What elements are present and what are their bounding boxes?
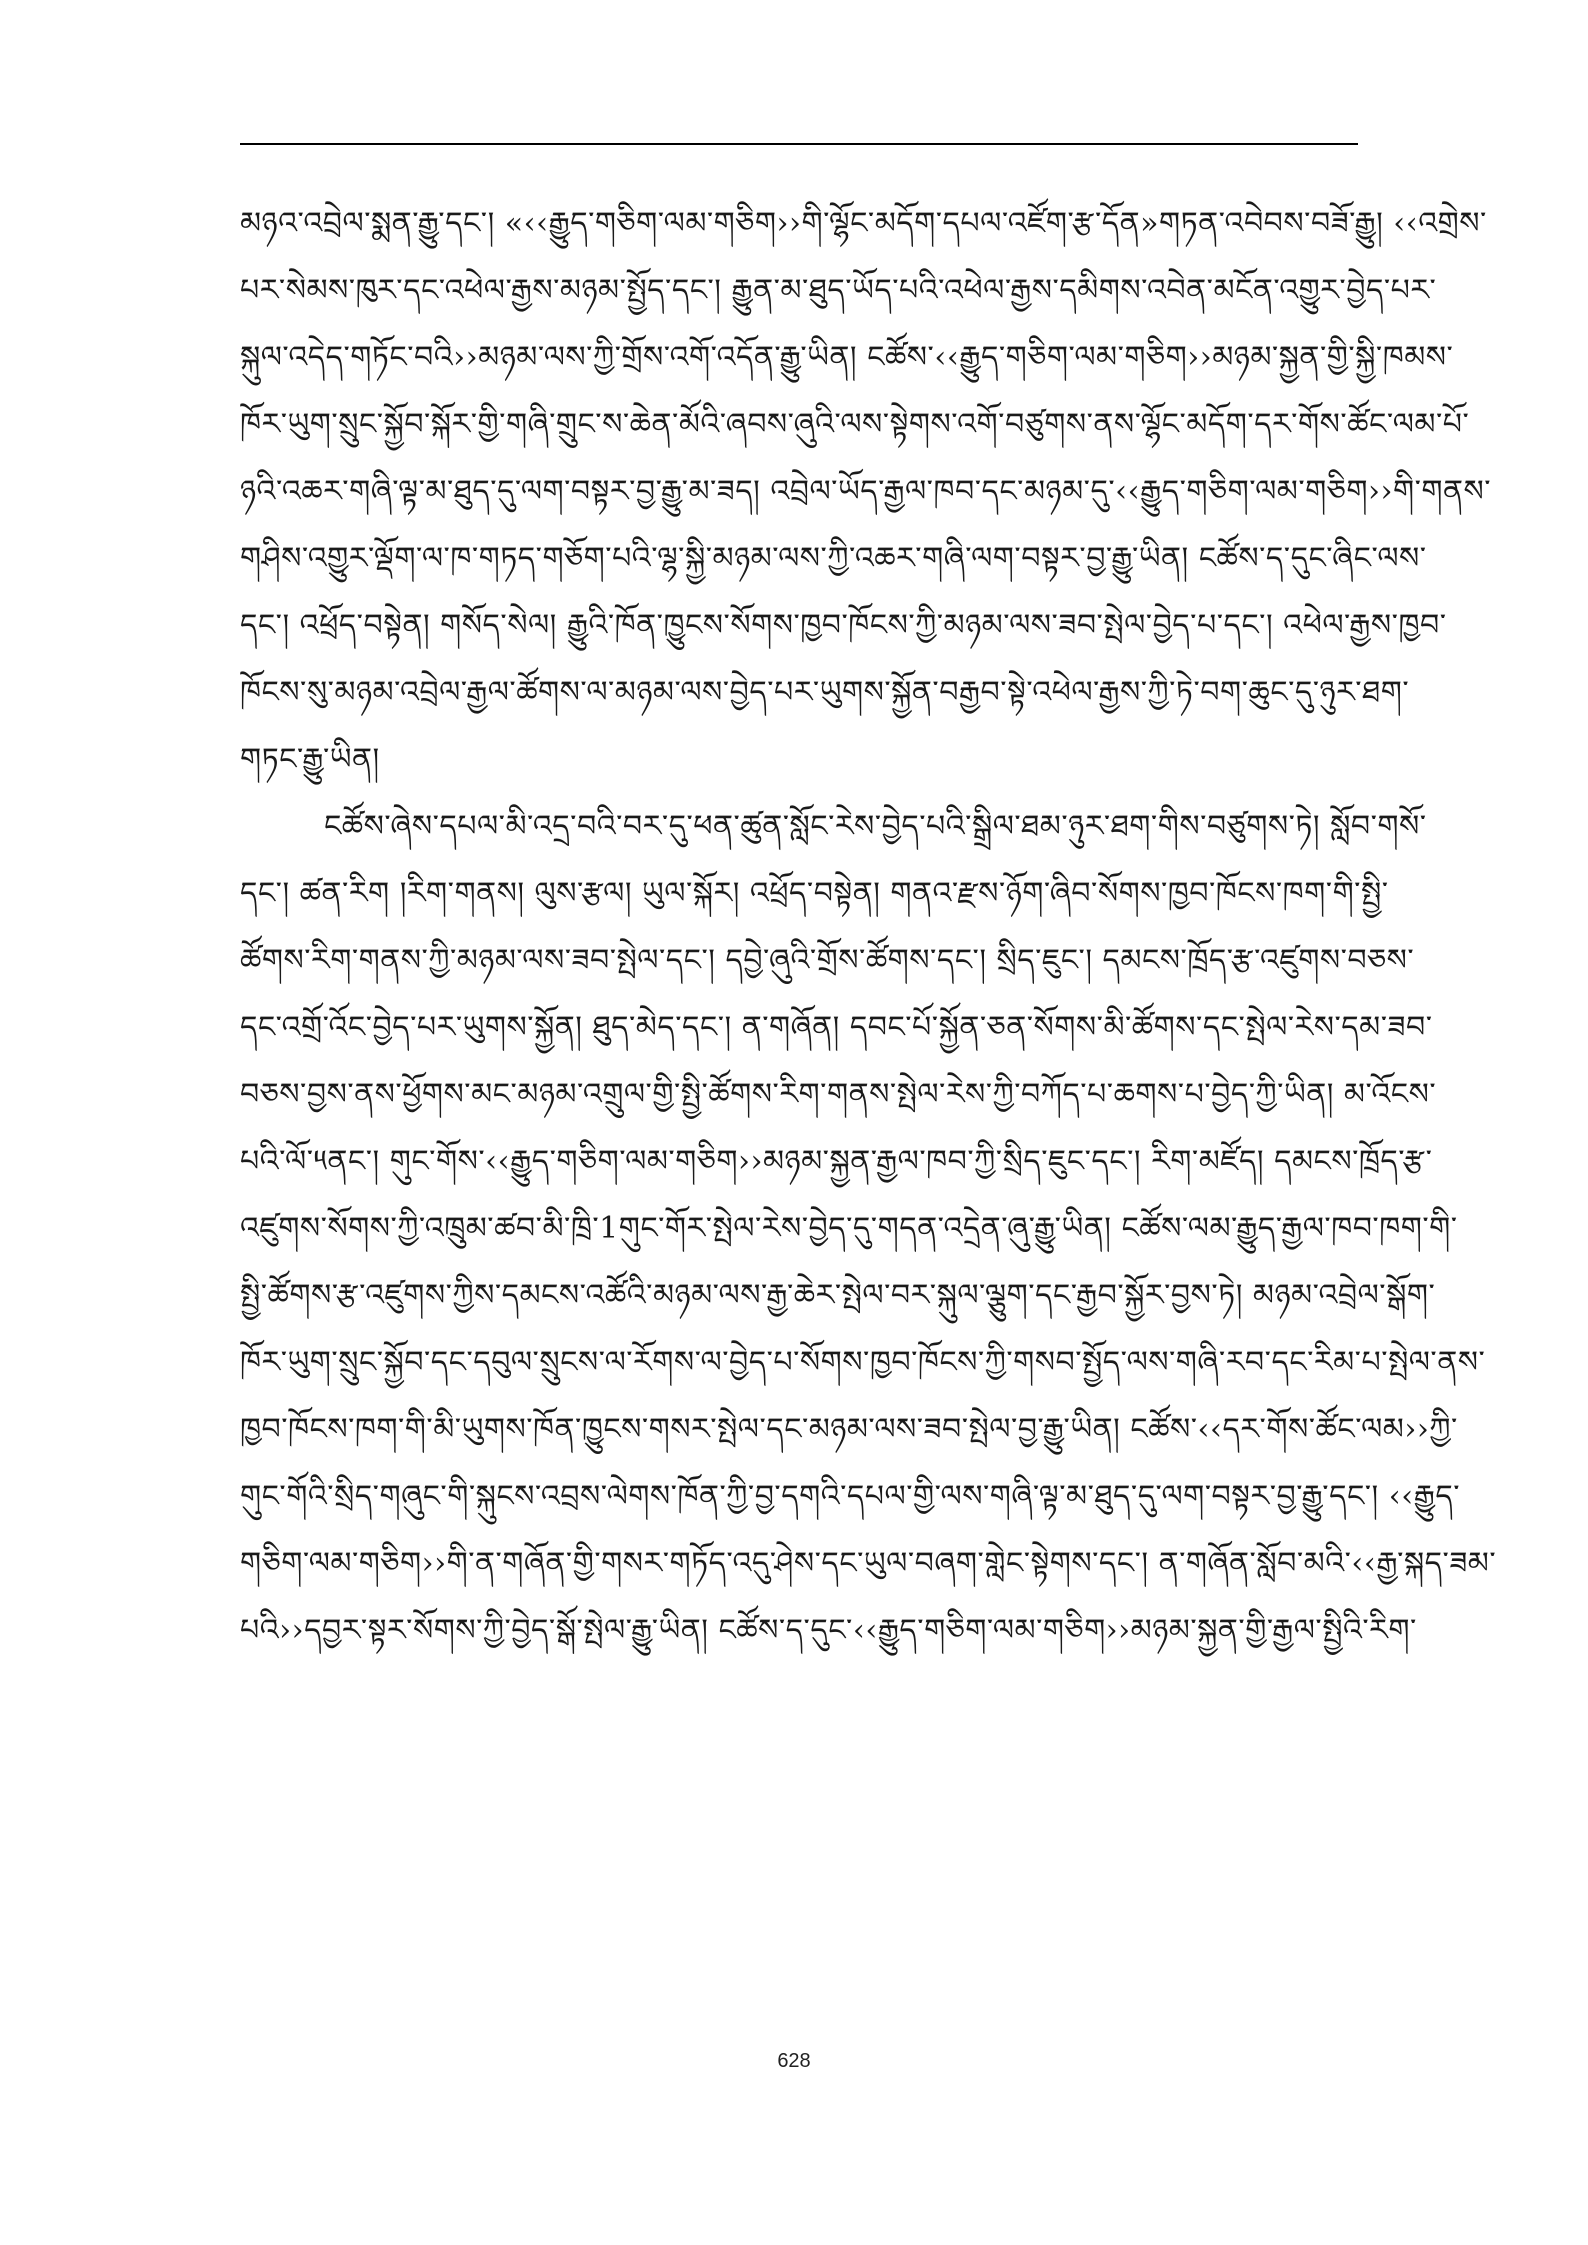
text-line: པར་སེམས་ཁུར་དང་འཕེལ་རྒྱས་མཉམ་སྤྱོད་དང་། རྒྱུན་མ་ཐུད་ཡོད་པའི་འཕེལ་རྒྱས་དམིགས་འབེན་མངོན་འགྱུར་བྱེད་པར་ <box>240 273 1437 308</box>
text-line: གུང་གོའི་སྲིད་གཞུང་གི་སྐུངས་འབྲས་ལེགས་ཁོན་ཀྱི་བྱ་དགའི་དཔལ་གྱི་ལས་གཞི་ལྟ་མ་ཐུད་དུ་ལག་བསྟར་བྱ་རྒྱུ་དང་། ‹‹རྒྱུད་ <box>240 1479 1461 1514</box>
text-line: ཚོགས་རིག་གནས་ཀྱི་མཉམ་ལས་ཟབ་སྤེལ་དང་། དབྱེ་ཞུའི་གྲོས་ཚོགས་དང་། སྲིད་ཇུང་། དམངས་ཁྲོད་རྩ་འཛུགས་བཅས་ <box>240 943 1415 978</box>
text-line: ཁོངས་སུ་མཉམ་འབྲེལ་རྒྱལ་ཚོགས་ལ་མཉམ་ལས་བྱེད་པར་ཡུགས་སྐྱོན་བརྒྱབ་སྟེ་འཕེལ་རྒྱས་ཀྱི་ཏེ་བག་ཆུང་དུ་ཉུར་ཐག་ <box>240 675 1410 710</box>
text-line: གཏང་རྒྱུ་ཡིན། <box>240 742 380 777</box>
page-number: 628 <box>777 2050 811 2072</box>
text-line: ངཚོས་ཞེས་དཔལ་མི་འདྲ་བའི་བར་དུ་ཕན་ཚུན་སློང་རེས་བྱེད་པའི་སྒྲིལ་ཐམ་ཉུར་ཐག་གིས་བཙུགས་ཏེ། སློབ་གསོ་ <box>324 809 1427 844</box>
text-line: ཉའི་འཆར་གཞི་ལྟ་མ་ཐུད་དུ་ལག་བསྟར་བྱ་རྒྱུ་མ་ཟད། འབྲེལ་ཡོད་རྒྱལ་ཁབ་དང་མཉམ་དུ་‹‹རྒྱུད་གཅིག་ལམ་གཅིག››གི་གནས་ <box>240 474 1492 509</box>
text-line: ཁོར་ཡུག་སྲུང་སྐྱོབ་སྐོར་གྱི་གཞི་གྲུང་ས་ཆེན་མོའི་ཞབས་ཞུའི་ལས་སྟེགས་འགོ་བཙུགས་ནས་ལྷོང་མདོག་དར་གོས་ཚོང་ལམ་པོ་ <box>240 407 1470 442</box>
text-line: གཅིག་ལམ་གཅིག››གི་ན་གཞོན་གྱི་གསར་གཏོད་འདུ་ཤེས་དང་ཡུལ་བཞག་གླེང་སྟེགས་དང་། ན་གཞོན་སློབ་མའི་‹‹རྒྱ་སྐད་ཟམ་ <box>240 1546 1497 1581</box>
text-line: པའི››དབྱར་སྟར་སོགས་ཀྱི་བྱེད་སྒོ་སྤེལ་རྒྱུ་ཡིན། ངཚོས་ད་དུང་‹‹རྒྱུད་གཅིག་ལམ་གཅིག››མཉམ་སྐྱན་གྱི་རྒྱལ་སྤྱིའི་རིག་ <box>240 1613 1417 1648</box>
text-line: ཁྱབ་ཁོངས་ཁག་གི་མི་ཡུགས་ཁོན་ཁྱུངས་གསར་སྤེལ་དང་མཉམ་ལས་ཟབ་སྤེལ་བྱ་རྒྱུ་ཡིན། ངཚོས་‹‹དར་གོས་ཚོང་ལམ››ཀྱི་ <box>240 1412 1458 1447</box>
text-line: སྐུལ་འདེད་གཏོང་བའི››མཉམ་ལས་ཀྱི་གྲོས་འགོ་འདོན་རྒྱུ་ཡིན། ངཚོས་‹‹རྒྱུད་གཅིག་ལམ་གཅིག››མཉམ་སྐྱན་གྱི་སྐྱི་ཁམས་ <box>240 340 1454 375</box>
text-line: པའི་ལོ་༥ནང་། གུང་གོས་‹‹རྒྱུད་གཅིག་ལམ་གཅིག››མཉམ་སྐྱན་རྒྱལ་ཁབ་ཀྱི་སྲིད་ཇུང་དང་། རིག་མཛོད། དམངས་ཁྲོད་རྩ་ <box>240 1144 1433 1179</box>
header-rule <box>240 143 1358 145</box>
text-line: གཤིས་འགྱུར་ལྡོག་ལ་ཁ་གཏད་གཅོག་པའི་ལྷ་སྐྱི་མཉམ་ལས་ཀྱི་འཆར་གཞི་ལག་བསྟར་བྱ་རྒྱུ་ཡིན། ངཚོས་ད་དུང་ཞིང་ལས་ <box>240 541 1427 576</box>
text-line: འཛུགས་སོགས་ཀྱི་འཁྲུམ་ཚབ་མི་ཁྲི་1གུང་གོར་སྤེལ་རེས་བྱེད་དུ་གདན་འདྲེན་ཞུ་རྒྱུ་ཡིན། ངཚོས་ལམ་རྒྱུད་རྒྱལ་ཁབ་ཁག་གི་ <box>240 1211 1458 1246</box>
text-line: ཁོར་ཡུག་སྲུང་སྐྱོབ་དང་དབུལ་སྲུངས་ལ་རོགས་ལ་བྱེད་པ་སོགས་ཁྱབ་ཁོངས་ཀྱི་གསབ་སྤྱོད་ལས་གཞི་རབ་དང་རིམ་པ་སྤེལ་ནས་ <box>240 1345 1486 1380</box>
text-line: སྤྱི་ཚོགས་རྩ་འཛུགས་ཀྱིས་དམངས་འཚོའི་མཉམ་ལས་རྒྱ་ཆེར་སྤེལ་བར་སྐུལ་ལྕུག་དང་རྒྱབ་སྐྱོར་བྱས་ཏེ། མཉམ་འབྲེལ་སྒོག་ <box>240 1278 1436 1313</box>
text-line: དང་འགྲོ་འོང་བྱེད་པར་ཡུགས་སྐྱོན། ཐུད་མེད་དང་། ན་གཞོན། དབང་པོ་སྐྱོན་ཅན་སོགས་མི་ཚོགས་དང་སྤེལ་རེས་དམ་ཟབ་ <box>240 1010 1433 1045</box>
text-line: དང་། ཚན་རིག །རིག་གནས། ལུས་རྩལ། ཡུལ་སྐོར། འཕྲོད་བསྟེན། གནའ་རྫས་ཉོག་ཞིབ་སོགས་ཁྱབ་ཁོངས་ཁག་གི་སྤྱི་ <box>240 876 1389 911</box>
text-line: བཅས་བྱས་ནས་ཕྱོགས་མང་མཉམ་འགྲུལ་གྱི་སྤྱི་ཚོགས་རིག་གནས་སྤེལ་རེས་ཀྱི་བཀོད་པ་ཆགས་པ་བྱེད་ཀྱི་ཡིན། མ་འོངས་ <box>240 1077 1437 1112</box>
text-line: མཉའ་འབྲེལ་སྨན་རྒྱུ་དང་། «‹‹རྒྱུད་གཅིག་ལམ་གཅིག››གི་ལྷོང་མདོག་དཔལ་འཛོག་རྩ་དོན»གཏན་འབེབས་བཟོ་རྒྱུ། ‹‹འགྲེས་ <box>240 206 1487 241</box>
text-line: དང་། འཕྲོད་བསྟེན། གསོད་སེལ། རྒྱུའི་ཁོན་ཁྱུངས་སོགས་ཁྱབ་ཁོངས་ཀྱི་མཉམ་ལས་ཟབ་སྤེལ་བྱེད་པ་དང་། འཕེལ་རྒྱས་ཁྱབ་ <box>240 608 1447 643</box>
body-text <box>240 190 1497 1664</box>
